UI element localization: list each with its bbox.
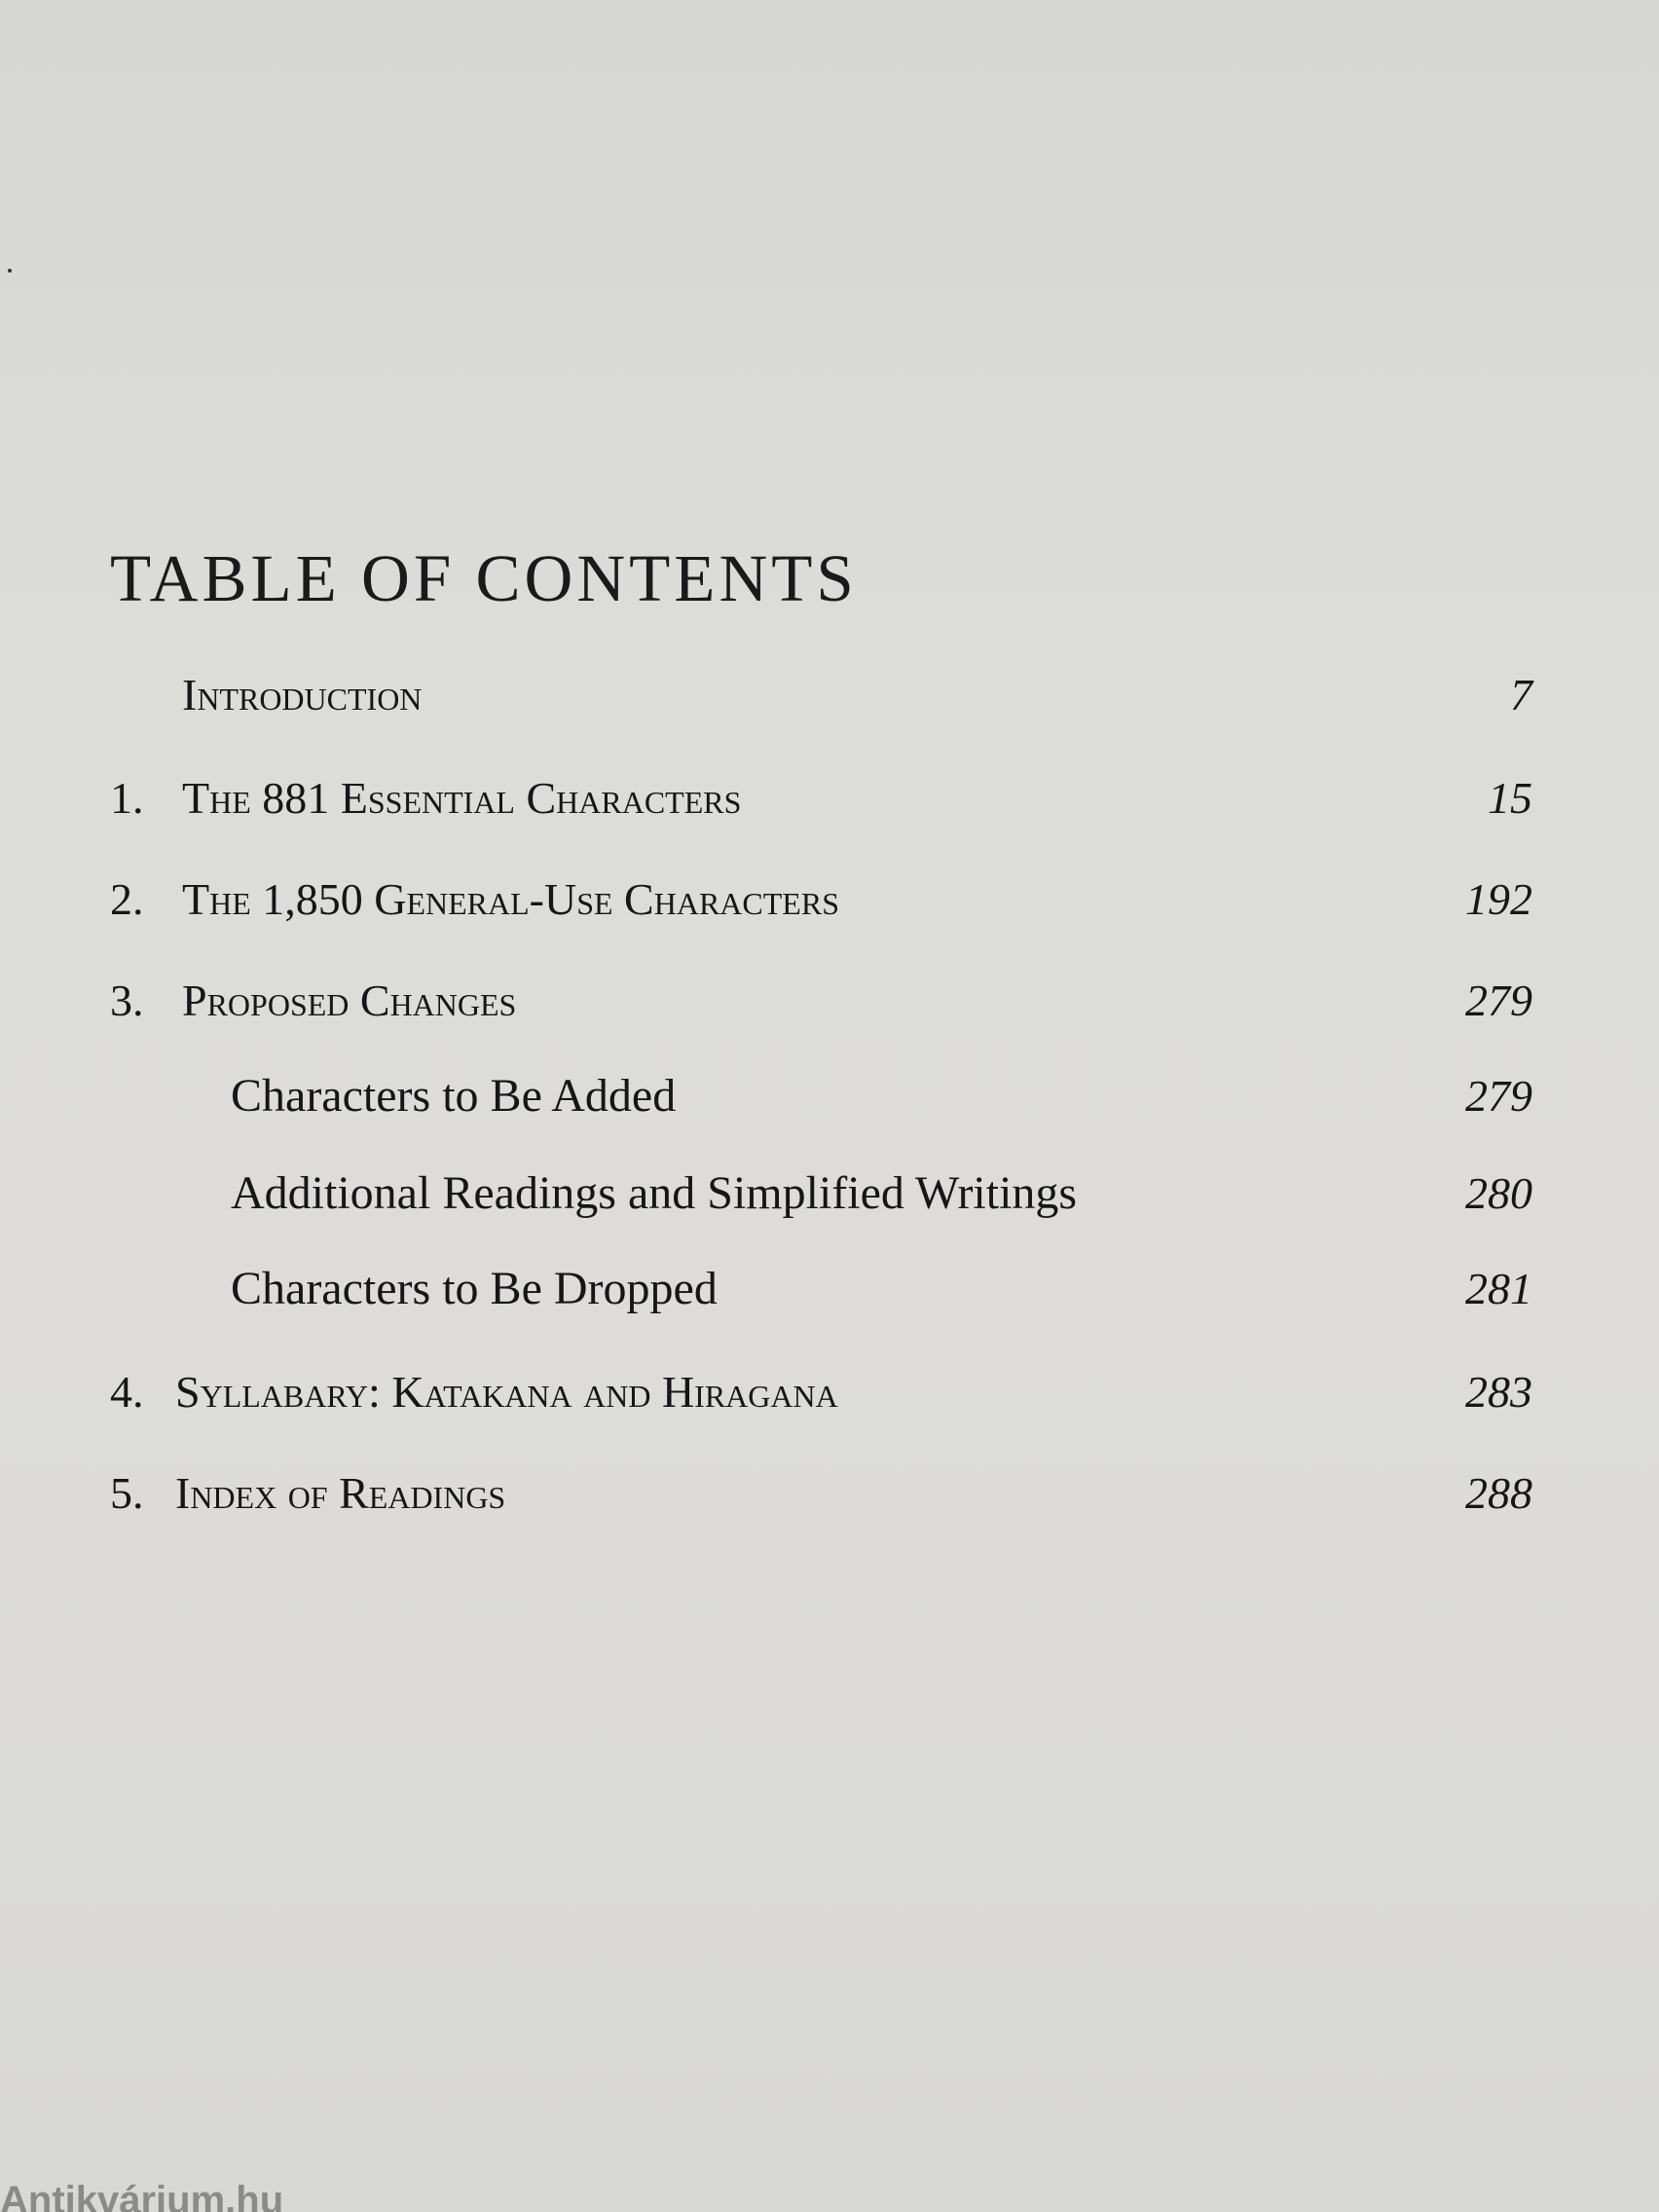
toc-entry-number: 3. <box>110 976 144 1025</box>
toc-entry-characters-dropped <box>0 1260 1659 1318</box>
toc-entry-page: 192 <box>1465 874 1532 924</box>
toc-entry-label: The 1,850 General-Use Characters <box>182 874 839 924</box>
toc-entry-page: 280 <box>1465 1168 1532 1218</box>
toc-entry-page: 7 <box>1510 670 1532 719</box>
toc-entry-page: 279 <box>1465 976 1532 1025</box>
toc-entry-introduction <box>0 666 1659 724</box>
toc-entry-label: Index of Readings <box>175 1468 506 1518</box>
toc-entry-number: 1. <box>110 773 144 823</box>
toc-entry-label: Proposed Changes <box>182 976 517 1025</box>
toc-entry-proposed-changes <box>0 972 1659 1030</box>
toc-entry-general-use-characters <box>0 870 1659 929</box>
toc-entry-label: Additional Readings and Simplified Writings <box>231 1167 1078 1219</box>
toc-entry-label: Characters to Be Added <box>231 1070 677 1122</box>
toc-entry-label: The 881 Essential Characters <box>182 773 742 823</box>
toc-entry-characters-added <box>0 1067 1659 1125</box>
toc-entry-page: 288 <box>1465 1468 1532 1518</box>
page-title: TABLE OF CONTENTS <box>110 541 858 615</box>
toc-entry-additional-readings <box>0 1164 1659 1223</box>
toc-entry-number: 2. <box>110 874 144 924</box>
watermark-text: Antikvárium.hu <box>0 2179 284 2212</box>
toc-entry-number: 5. <box>110 1468 144 1518</box>
toc-entry-page: 283 <box>1465 1367 1532 1417</box>
toc-entry-number: 4. <box>110 1367 144 1417</box>
toc-entry-index-of-readings <box>0 1464 1659 1523</box>
toc-entry-syllabary <box>0 1363 1659 1421</box>
toc-entry-label: Introduction <box>182 670 423 719</box>
toc-entry-page: 15 <box>1488 773 1532 823</box>
toc-entry-page: 279 <box>1465 1071 1532 1121</box>
toc-entry-essential-characters <box>0 769 1659 828</box>
toc-entry-label: Characters to Be Dropped <box>231 1263 718 1314</box>
toc-entry-label: Syllabary: Katakana and Hiragana <box>175 1367 838 1417</box>
toc-entry-page: 281 <box>1465 1264 1532 1313</box>
